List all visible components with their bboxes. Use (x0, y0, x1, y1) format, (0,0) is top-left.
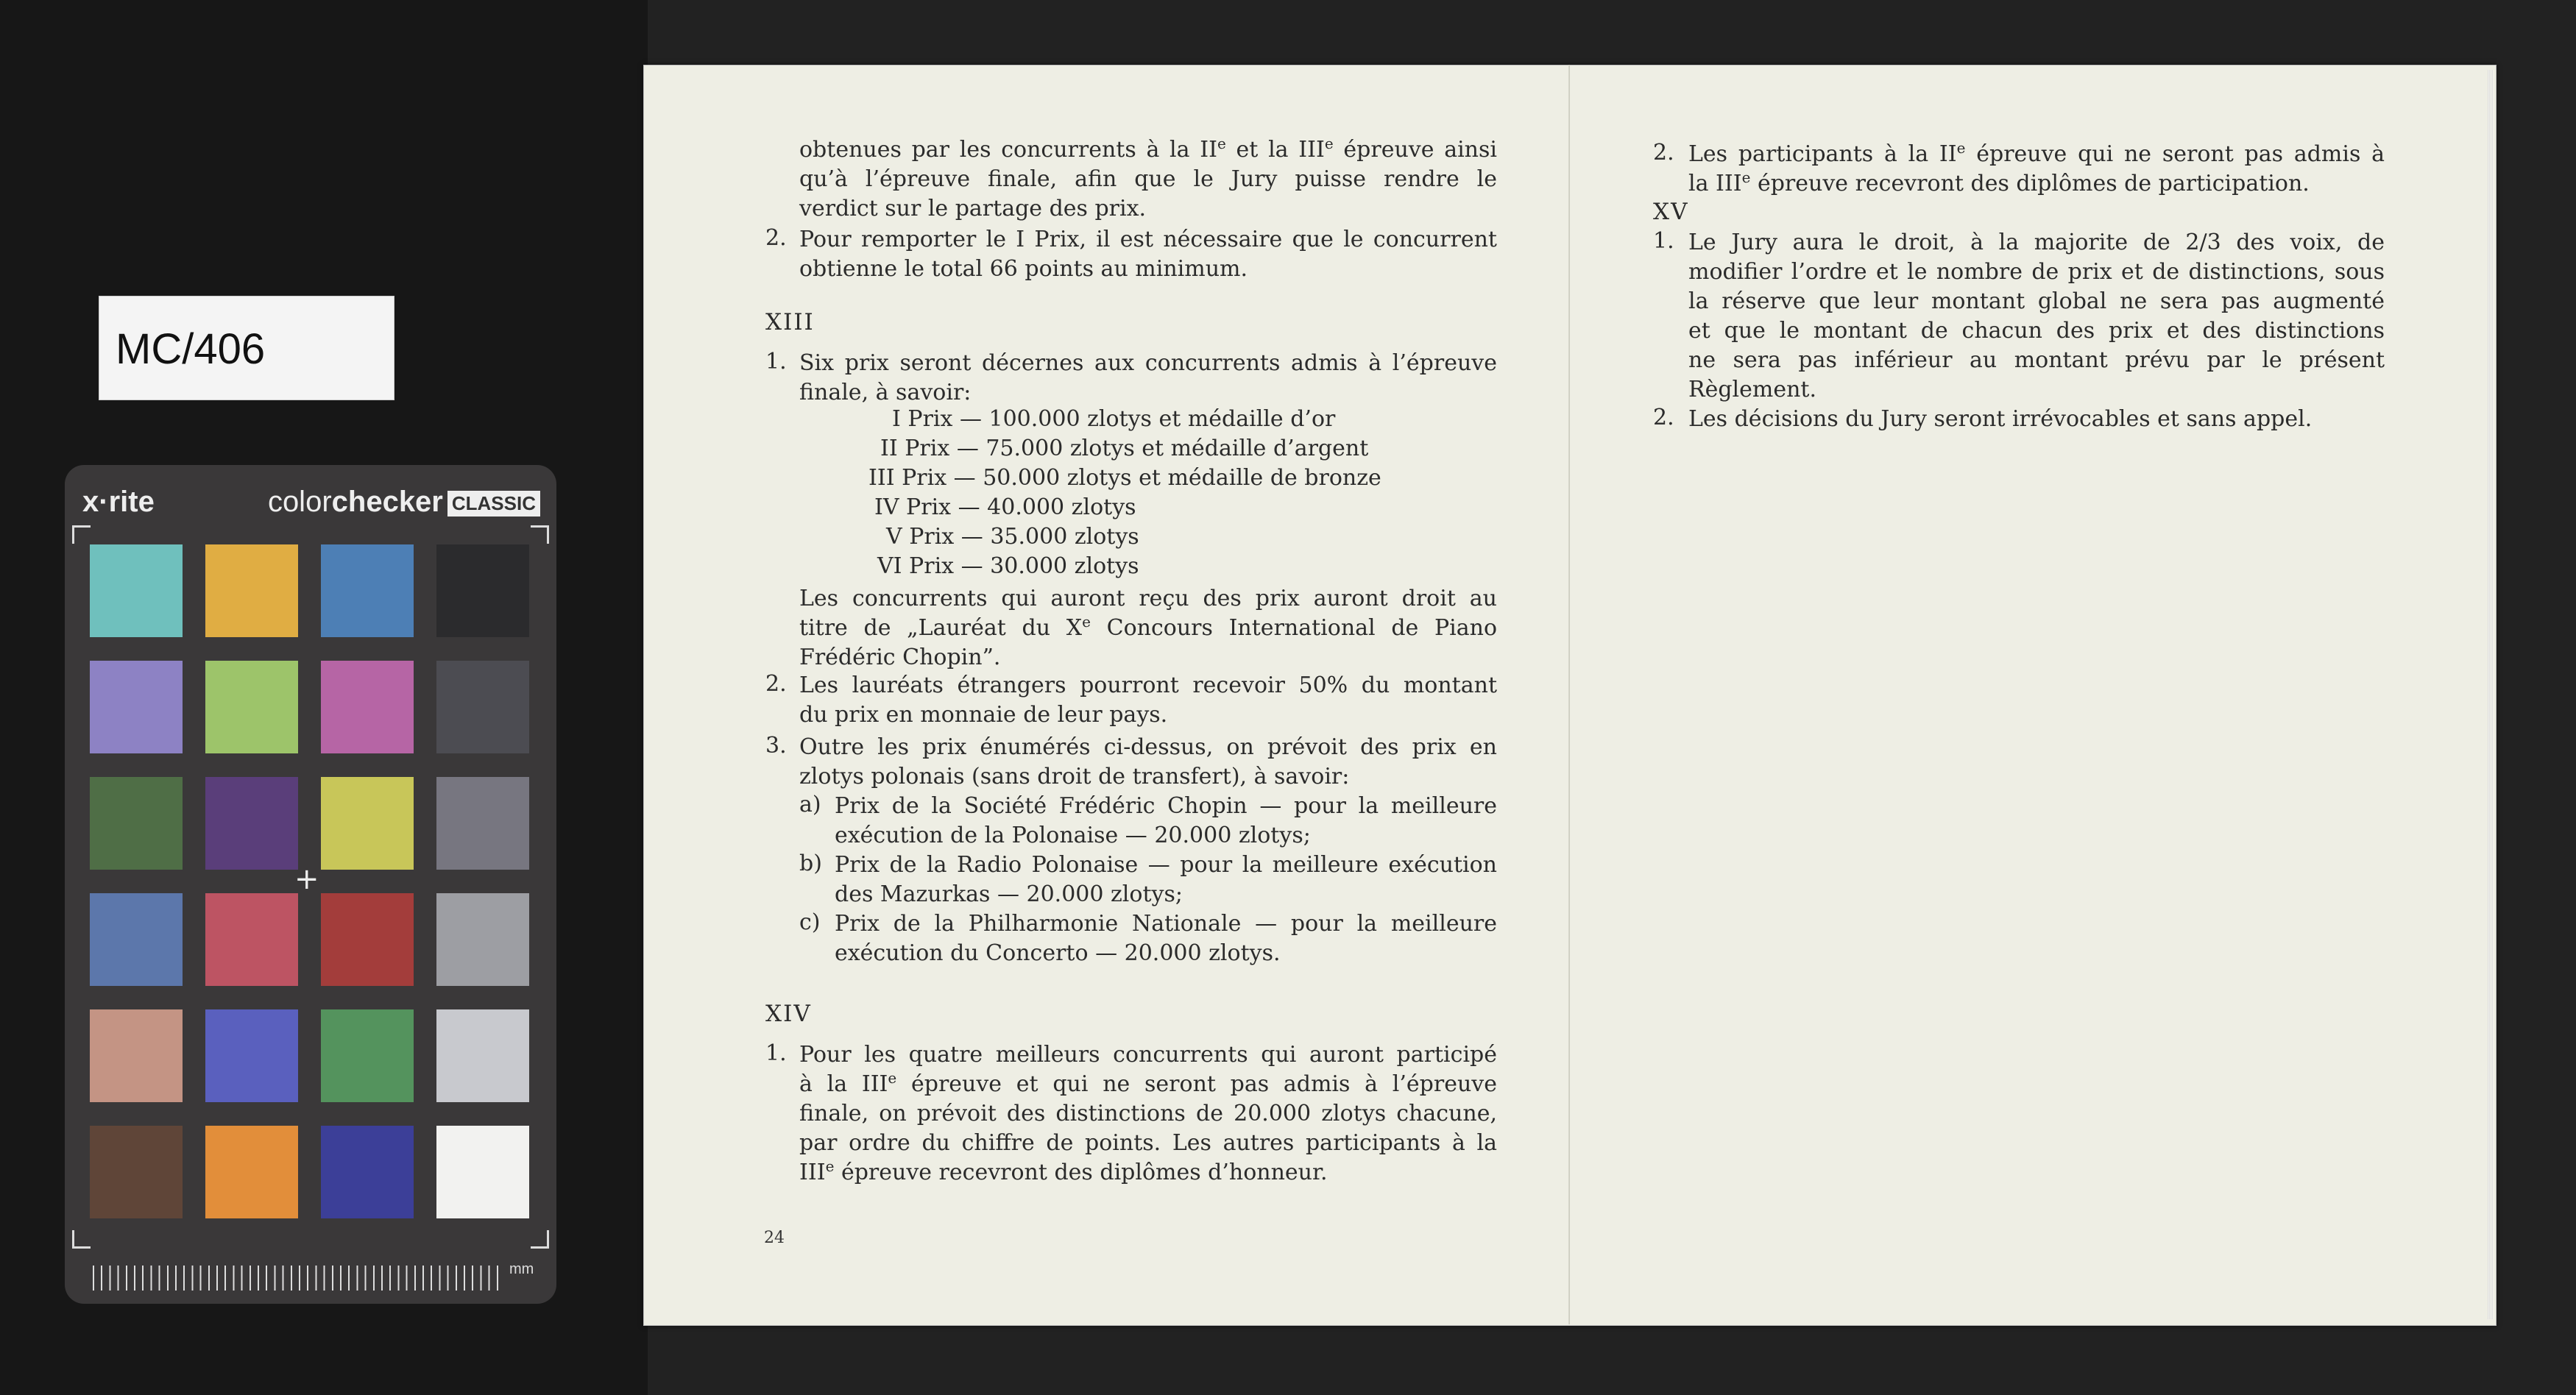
color-swatch (90, 777, 183, 870)
sub-c-label: c) (799, 909, 821, 935)
xv-2-number: 2. (1653, 405, 1674, 430)
item-2-line-2: obtienne le total 66 points au minimum. (799, 256, 1248, 282)
color-swatch (205, 544, 298, 637)
sub-b-line-2: des Mazurkas — 20.000 zlotys; (835, 881, 1183, 907)
color-swatch (321, 777, 414, 870)
section-heading-xiv: XIV (765, 1001, 812, 1027)
sub-a-paragraph (835, 792, 1497, 851)
xiii-1-line-2: finale, à savoir: (799, 380, 972, 405)
xv-1-number: 1. (1653, 228, 1674, 254)
prize-iv: IV Prix — 40.000 zlotys (874, 494, 1136, 520)
color-swatch (205, 1009, 298, 1102)
ruler-unit-label: mm (509, 1261, 534, 1277)
xv-1-line-5: ne sera pas inférieur au montant prévu par le présent (1688, 347, 2385, 373)
xv-1-line-3: la réserve que leur montant global ne sera pas augmenté (1688, 288, 2385, 314)
sub-b-paragraph (835, 851, 1497, 909)
color-swatch (436, 1009, 529, 1102)
corner-mark-top-left (72, 525, 91, 544)
intro-line-3: verdict sur le partage des prix. (799, 196, 1147, 221)
color-swatch (90, 893, 183, 986)
laureat-line-1: Les concurrents qui auront reçu des prix auront droit au (799, 586, 1497, 611)
color-swatch (90, 544, 183, 637)
color-checker-card (65, 465, 556, 1304)
color-swatch (436, 1126, 529, 1218)
color-swatch (321, 893, 414, 986)
xiii-3-line-1: Outre les prix énumérés ci-dessus, on prévoit des prix en (799, 734, 1497, 760)
xiii-3-line-2: zlotys polonais (sans droit de transfert), à savoir: (799, 764, 1350, 789)
corner-mark-bottom-left (72, 1230, 91, 1249)
sub-a-line-2: exécution de la Polonaise — 20.000 zlotys; (835, 823, 1311, 848)
section-heading-xiii: XIII (765, 309, 815, 336)
xv-1-line-4: et que le montant de chacun des prix et des distinctions (1688, 318, 2385, 344)
right-item-2-line-2: la IIIe épreuve recevront des diplômes de participation. (1688, 168, 2310, 196)
sub-a-line-1: Prix de la Société Frédéric Chopin — pour la meilleure (835, 793, 1497, 819)
color-swatch (436, 544, 529, 637)
xv-2-paragraph (1688, 405, 2385, 434)
corner-mark-top-right (531, 525, 549, 544)
item-2-number: 2. (765, 225, 787, 251)
color-swatch (90, 1009, 183, 1102)
xv-1-paragraph (1688, 228, 2385, 405)
sub-b-line-1: Prix de la Radio Polonaise — pour la meilleure exécution (835, 852, 1497, 878)
laureat-paragraph (799, 584, 1497, 672)
xiv-1-number: 1. (765, 1040, 787, 1066)
prize-vi: VI Prix — 30.000 zlotys (877, 553, 1139, 579)
xiii-3-number: 3. (765, 733, 787, 759)
color-swatch (205, 661, 298, 753)
xiv-1-paragraph (799, 1040, 1497, 1188)
sub-b-label: b) (799, 851, 822, 876)
xiii-2-line-2: du prix en monnaie de leur pays. (799, 702, 1168, 728)
sub-c-paragraph (835, 909, 1497, 968)
color-swatch (321, 1126, 414, 1218)
xv-1-line-2: modifier l’ordre et le nombre de prix et de distinctions, sous (1688, 259, 2385, 285)
xv-1-line-6: Règlement. (1688, 377, 1817, 402)
color-swatch (321, 544, 414, 637)
page-edges (2488, 70, 2494, 1319)
xrite-brand-text: x·rite (82, 486, 155, 518)
intro-line-2: qu’à l’épreuve finale, afin que le Jury puisse rendre le (799, 166, 1497, 192)
corner-mark-bottom-right (531, 1230, 549, 1249)
xiii-2-line-1: Les lauréats étrangers pourront recevoir 50% du montant (799, 672, 1497, 698)
colorchecker-logo (268, 486, 540, 519)
color-swatch (436, 777, 529, 870)
section-heading-xv: XV (1653, 199, 1689, 225)
color-swatch (205, 1126, 298, 1218)
sub-c-line-2: exécution du Concerto — 20.000 zlotys. (835, 940, 1281, 966)
xiii-1-number: 1. (765, 349, 787, 375)
right-item-2-line-1: Les participants à la IIe épreuve qui ne seront pas admis à (1688, 139, 2385, 167)
color-swatch (90, 1126, 183, 1218)
xiv-1-line-1: Pour les quatre meilleurs concurrents qui auront participé (799, 1042, 1497, 1068)
sub-c-line-1: Prix de la Philharmonie Nationale — pour la meilleure (835, 911, 1497, 937)
intro-paragraph (799, 135, 1497, 224)
xiii-3-paragraph (799, 733, 1497, 792)
xiv-1-line-2: à la IIIe épreuve et qui ne seront pas admis à l’épreuve (799, 1069, 1497, 1097)
colorchecker-title-bold: checker (331, 486, 443, 518)
item-2-line-1: Pour remporter le I Prix, il est nécessaire que le concurrent (799, 227, 1497, 252)
xiii-2-paragraph (799, 671, 1497, 730)
prize-iii: III Prix — 50.000 zlotys et médaille de bronze (868, 465, 1381, 491)
laureat-line-2: titre de „Lauréat du Xe Concours International de Piano (799, 613, 1498, 641)
accession-label-card (99, 296, 394, 400)
intro-line-1: obtenues par les concurrents à la IIe et la IIIe épreuve ainsi (799, 135, 1497, 163)
xv-1-line-1: Le Jury aura le droit, à la majorite de 2/3 des voix, de (1688, 230, 2385, 255)
xiii-1-line-1: Six prix seront décernes aux concurrents admis à l’épreuve (799, 350, 1497, 376)
prize-i: I Prix — 100.000 zlotys et médaille d’or (892, 406, 1336, 432)
color-swatch (436, 661, 529, 753)
color-swatch (436, 893, 529, 986)
xiv-1-line-3: finale, on prévoit des distinctions de 20.000 zlotys chacune, (799, 1101, 1497, 1126)
colorchecker-title-light: color (267, 486, 332, 518)
mm-ruler (93, 1266, 505, 1291)
crosshair-mark: + (294, 862, 319, 896)
color-swatch (321, 661, 414, 753)
color-swatch (205, 893, 298, 986)
prize-ii: II Prix — 75.000 zlotys et médaille d’argent (880, 436, 1369, 461)
xiv-1-line-5: IIIe épreuve recevront des diplômes d’honneur. (799, 1157, 1328, 1185)
xiii-1-paragraph (799, 349, 1497, 408)
right-item-2-paragraph (1688, 140, 2385, 199)
color-swatch (90, 661, 183, 753)
xiii-2-number: 2. (765, 671, 787, 697)
right-item-2-number: 2. (1653, 140, 1674, 166)
prize-v: V Prix — 35.000 zlotys (886, 524, 1139, 550)
color-swatch (321, 1009, 414, 1102)
xiv-1-line-4: par ordre du chiffre de points. Les autres participants à la (799, 1130, 1497, 1156)
accession-label-text: MC/406 (116, 325, 266, 373)
book-gutter (1568, 65, 1570, 1324)
laureat-line-3: Frédéric Chopin”. (799, 645, 1001, 670)
page-number: 24 (764, 1229, 785, 1247)
item-2-paragraph (799, 225, 1497, 284)
xrite-logo (82, 486, 155, 519)
classic-badge: CLASSIC (447, 491, 540, 517)
xv-2-line-1: Les décisions du Jury seront irrévocables et sans appel. (1688, 406, 2313, 432)
sub-a-label: a) (799, 792, 821, 817)
color-swatch (205, 777, 298, 870)
